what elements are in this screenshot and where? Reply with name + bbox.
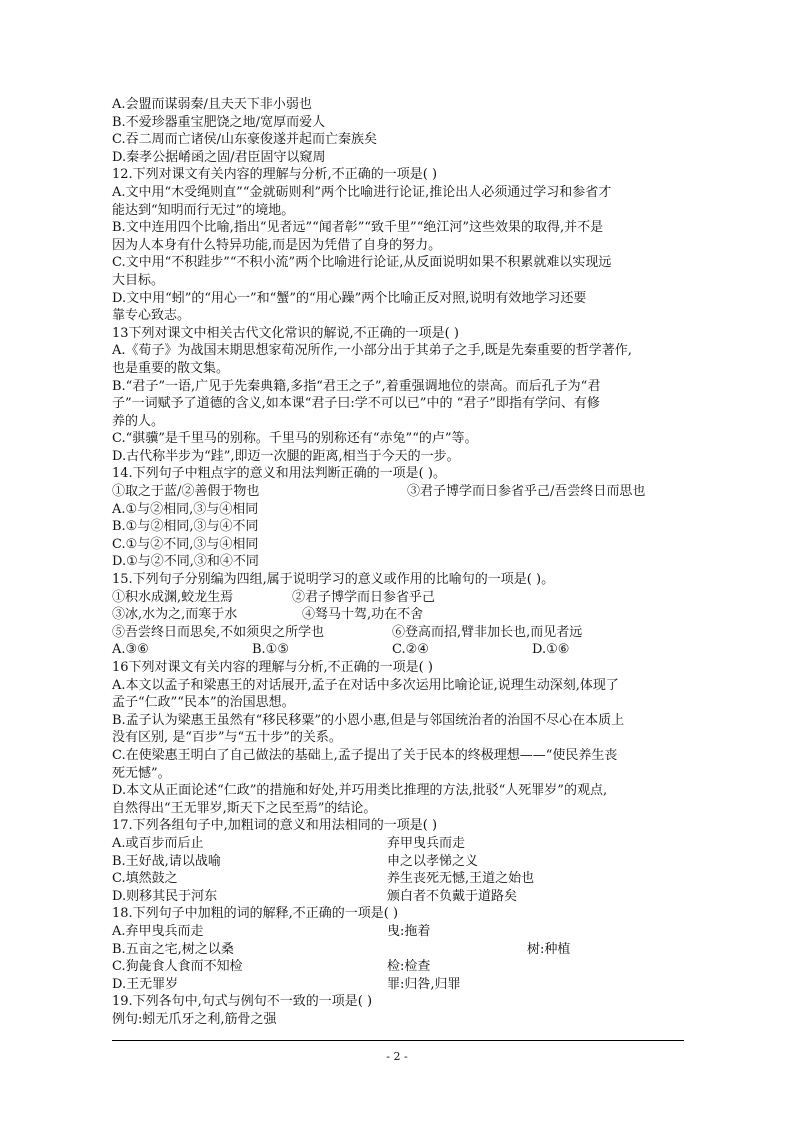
text-line: A.《荀子》为战国末期思想家荀况所作,一小部分出于其弟子之手,既是先秦重要的哲学著作, bbox=[112, 343, 632, 359]
text-line bbox=[112, 624, 692, 642]
text-line: 能达到“知明而行无过”的境地。 bbox=[112, 202, 295, 218]
text-line: 自然得出“王无罪岁,斯天下之民至焉”的结论。 bbox=[112, 800, 377, 816]
q15-item: ②君子博学而日参省乎己 bbox=[292, 589, 436, 605]
q15-item: ③冰,水为之,而寒于水 bbox=[112, 607, 238, 623]
text-line: 没有区别, 是“百步”与“五十步”的关系。 bbox=[112, 730, 342, 746]
text-line bbox=[112, 923, 692, 941]
question-12-stem: 12.下列对课文有关内容的理解与分析,不正确的一项是( ) bbox=[112, 167, 438, 183]
text-line: D.秦孝公据崤函之固/君臣固守以窥周 bbox=[112, 149, 326, 165]
text-line: 孟子“仁政”“民本”的治国思想。 bbox=[112, 695, 295, 711]
text-line: 大目标。 bbox=[112, 272, 165, 288]
text-line bbox=[112, 941, 692, 959]
q18-option-right: 罪:归咎,归罪 bbox=[387, 976, 461, 992]
text-line bbox=[112, 853, 692, 871]
q15-item: ①积水成渊,蛟龙生焉 bbox=[112, 589, 234, 605]
q18-option-left: A.弃甲曳兵而走 bbox=[112, 923, 204, 939]
text-line: B.不爱珍器重宝肥饶之地/宽厚而爱人 bbox=[112, 114, 326, 130]
q17-option-right: 申之以孝悌之义 bbox=[387, 853, 479, 869]
text-line: C.文中用“不积跬步”“不积小流”两个比喻进行论证,从反面说明如果不积累就难以实现远 bbox=[112, 255, 612, 271]
text-line: 靠专心致志。 bbox=[112, 308, 191, 324]
question-14-stem: 14.下列句子中粗点字的意义和用法判断正确的一项是( )。 bbox=[112, 466, 446, 482]
text-line bbox=[112, 958, 692, 976]
q14-sentence-left: ①取之于蓝/②善假于物也 bbox=[112, 484, 260, 500]
text-line bbox=[112, 835, 692, 853]
footer-rule bbox=[112, 1040, 684, 1041]
text-line: A.文中用“木受绳则直”“金就砺则利”两个比喻进行论证,推论出人必须通过学习和参省才 bbox=[112, 184, 612, 200]
text-line: 也是重要的散文集。 bbox=[112, 360, 230, 376]
text-line bbox=[112, 483, 692, 501]
question-18-stem: 18.下列句子中加粗的词的解释,不正确的一项是( ) bbox=[112, 906, 399, 922]
q17-option-left: A.或百步而后止 bbox=[112, 835, 204, 851]
q17-option-right: 弃甲曳兵而走 bbox=[387, 835, 466, 851]
q18-option-left: C.狗彘食人食而不知检 bbox=[112, 959, 243, 975]
text-line: A.本文以孟子和梁惠王的对话展开,孟子在对话中多次运用比喻论证,说理生动深刻,体现了 bbox=[112, 677, 619, 693]
text-line: 例句:蚓无爪牙之利,筋骨之强 bbox=[112, 1011, 277, 1027]
text-line: B.“君子”一语,广见于先秦典籍,多指“君王之子”,着重强调地位的崇高。而后孔子为“君 bbox=[112, 378, 601, 394]
q17-option-left: B.王好战,请以战喻 bbox=[112, 853, 221, 869]
q17-option-right: 养生丧死无憾,王道之始也 bbox=[387, 871, 535, 887]
q17-option-left: D.则移其民于河东 bbox=[112, 888, 218, 904]
page-number: - 2 - bbox=[386, 1050, 408, 1063]
text-line: A.①与②相同,③与④相同 bbox=[112, 501, 259, 517]
q15-option: D.①⑥ bbox=[532, 642, 570, 658]
q18-option-right: 曳:拖着 bbox=[387, 923, 431, 939]
text-line bbox=[112, 888, 692, 906]
text-line bbox=[112, 976, 692, 994]
text-line: D.本文从正面论述“仁政”的措施和好处,并巧用类比推理的方法,批驳“人死罪岁”的观点, bbox=[112, 783, 608, 799]
text-line: 养的人。 bbox=[112, 413, 165, 429]
text-line bbox=[112, 589, 692, 607]
text-line bbox=[112, 641, 692, 659]
text-line: B.孟子认为梁惠王虽然有“移民移粟”的小恩小惠,但是与邻国统治者的治国不尽心在本质上 bbox=[112, 712, 625, 728]
text-line bbox=[112, 870, 692, 888]
q15-item: ⑤吾尝终日而思矣,不如须臾之所学也 bbox=[112, 624, 325, 640]
question-19-stem: 19.下列各句中,句式与例句不一致的一项是( ) bbox=[112, 994, 373, 1010]
text-line: B.①与②相同,③与④不同 bbox=[112, 519, 259, 535]
text-line: C.吞二周而亡诸侯/山东豪俊遂并起而亡秦族矣 bbox=[112, 132, 377, 148]
text-line: 死无憾”。 bbox=[112, 765, 171, 781]
question-17-stem: 17.下列各组句子中,加粗词的意义和用法相同的一项是( ) bbox=[112, 818, 438, 834]
text-line: C.①与②不同,③与④相同 bbox=[112, 536, 259, 552]
q15-option: C.②④ bbox=[392, 642, 429, 658]
q18-option-right: 树:种植 bbox=[527, 941, 571, 957]
q15-item: ⑥登高而招,臂非加长也,而见者远 bbox=[392, 624, 583, 640]
q15-option: B.①⑤ bbox=[252, 642, 289, 658]
q15-option: A.③⑥ bbox=[112, 642, 149, 658]
q18-option-right: 检:检查 bbox=[387, 959, 431, 975]
text-line: 因为人本身有什么特异功能,而是因为凭借了自身的努力。 bbox=[112, 237, 442, 253]
q15-item: ④驽马十驾,功在不舍 bbox=[302, 607, 424, 623]
text-line: C.在使梁惠王明白了自己做法的基础上,孟子提出了关于民本的终极理想——“使民养生丧 bbox=[112, 747, 618, 763]
text-line: A.会盟而谋弱秦/且夫天下非小弱也 bbox=[112, 97, 312, 112]
document-body bbox=[112, 96, 692, 1028]
text-line: C.“骐骥”是千里马的别称。千里马的别称还有“赤兔”“的卢”等。 bbox=[112, 431, 478, 447]
question-15-stem: 15.下列句子分别编为四组,属于说明学习的意义或作用的比喻句的一项是( )。 bbox=[112, 572, 555, 588]
text-line: 子”一词赋予了道德的含义,如本课“君子曰:学不可以已”中的 “君子”即指有学问、有修 bbox=[112, 396, 600, 412]
text-line: D.①与②不同,③和④不同 bbox=[112, 554, 259, 570]
text-line: B.文中连用四个比喻,指出“见者远”“闻者彰”“致千里”“绝江河”这些效果的取得,并不是 bbox=[112, 220, 604, 236]
text-line bbox=[112, 606, 692, 624]
text-line: D.文中用“蚓”的“用心一”和“蟹”的“用心躁”两个比喻正反对照,说明有效地学习还要 bbox=[112, 290, 587, 306]
q17-option-left: C.填然鼓之 bbox=[112, 871, 178, 887]
q14-sentence-right: ③君子博学而日参省乎己/吾尝终日而思也 bbox=[407, 484, 646, 500]
q18-option-left: D.王无罪岁 bbox=[112, 976, 179, 992]
q18-option-left: B.五亩之宅,树之以桑 bbox=[112, 941, 234, 957]
text-line: D.古代称半步为“跬”,即迈一次腿的距离,相当于今天的一步。 bbox=[112, 448, 460, 464]
q17-option-right: 颁白者不负戴于道路矣 bbox=[387, 888, 518, 904]
question-13-stem: 13下列对课文中相关古代文化常识的解说,不正确的一项是( ) bbox=[112, 325, 459, 341]
question-16-stem: 16下列对课文有关内容的理解与分析,不正确的一项是( ) bbox=[112, 660, 433, 675]
